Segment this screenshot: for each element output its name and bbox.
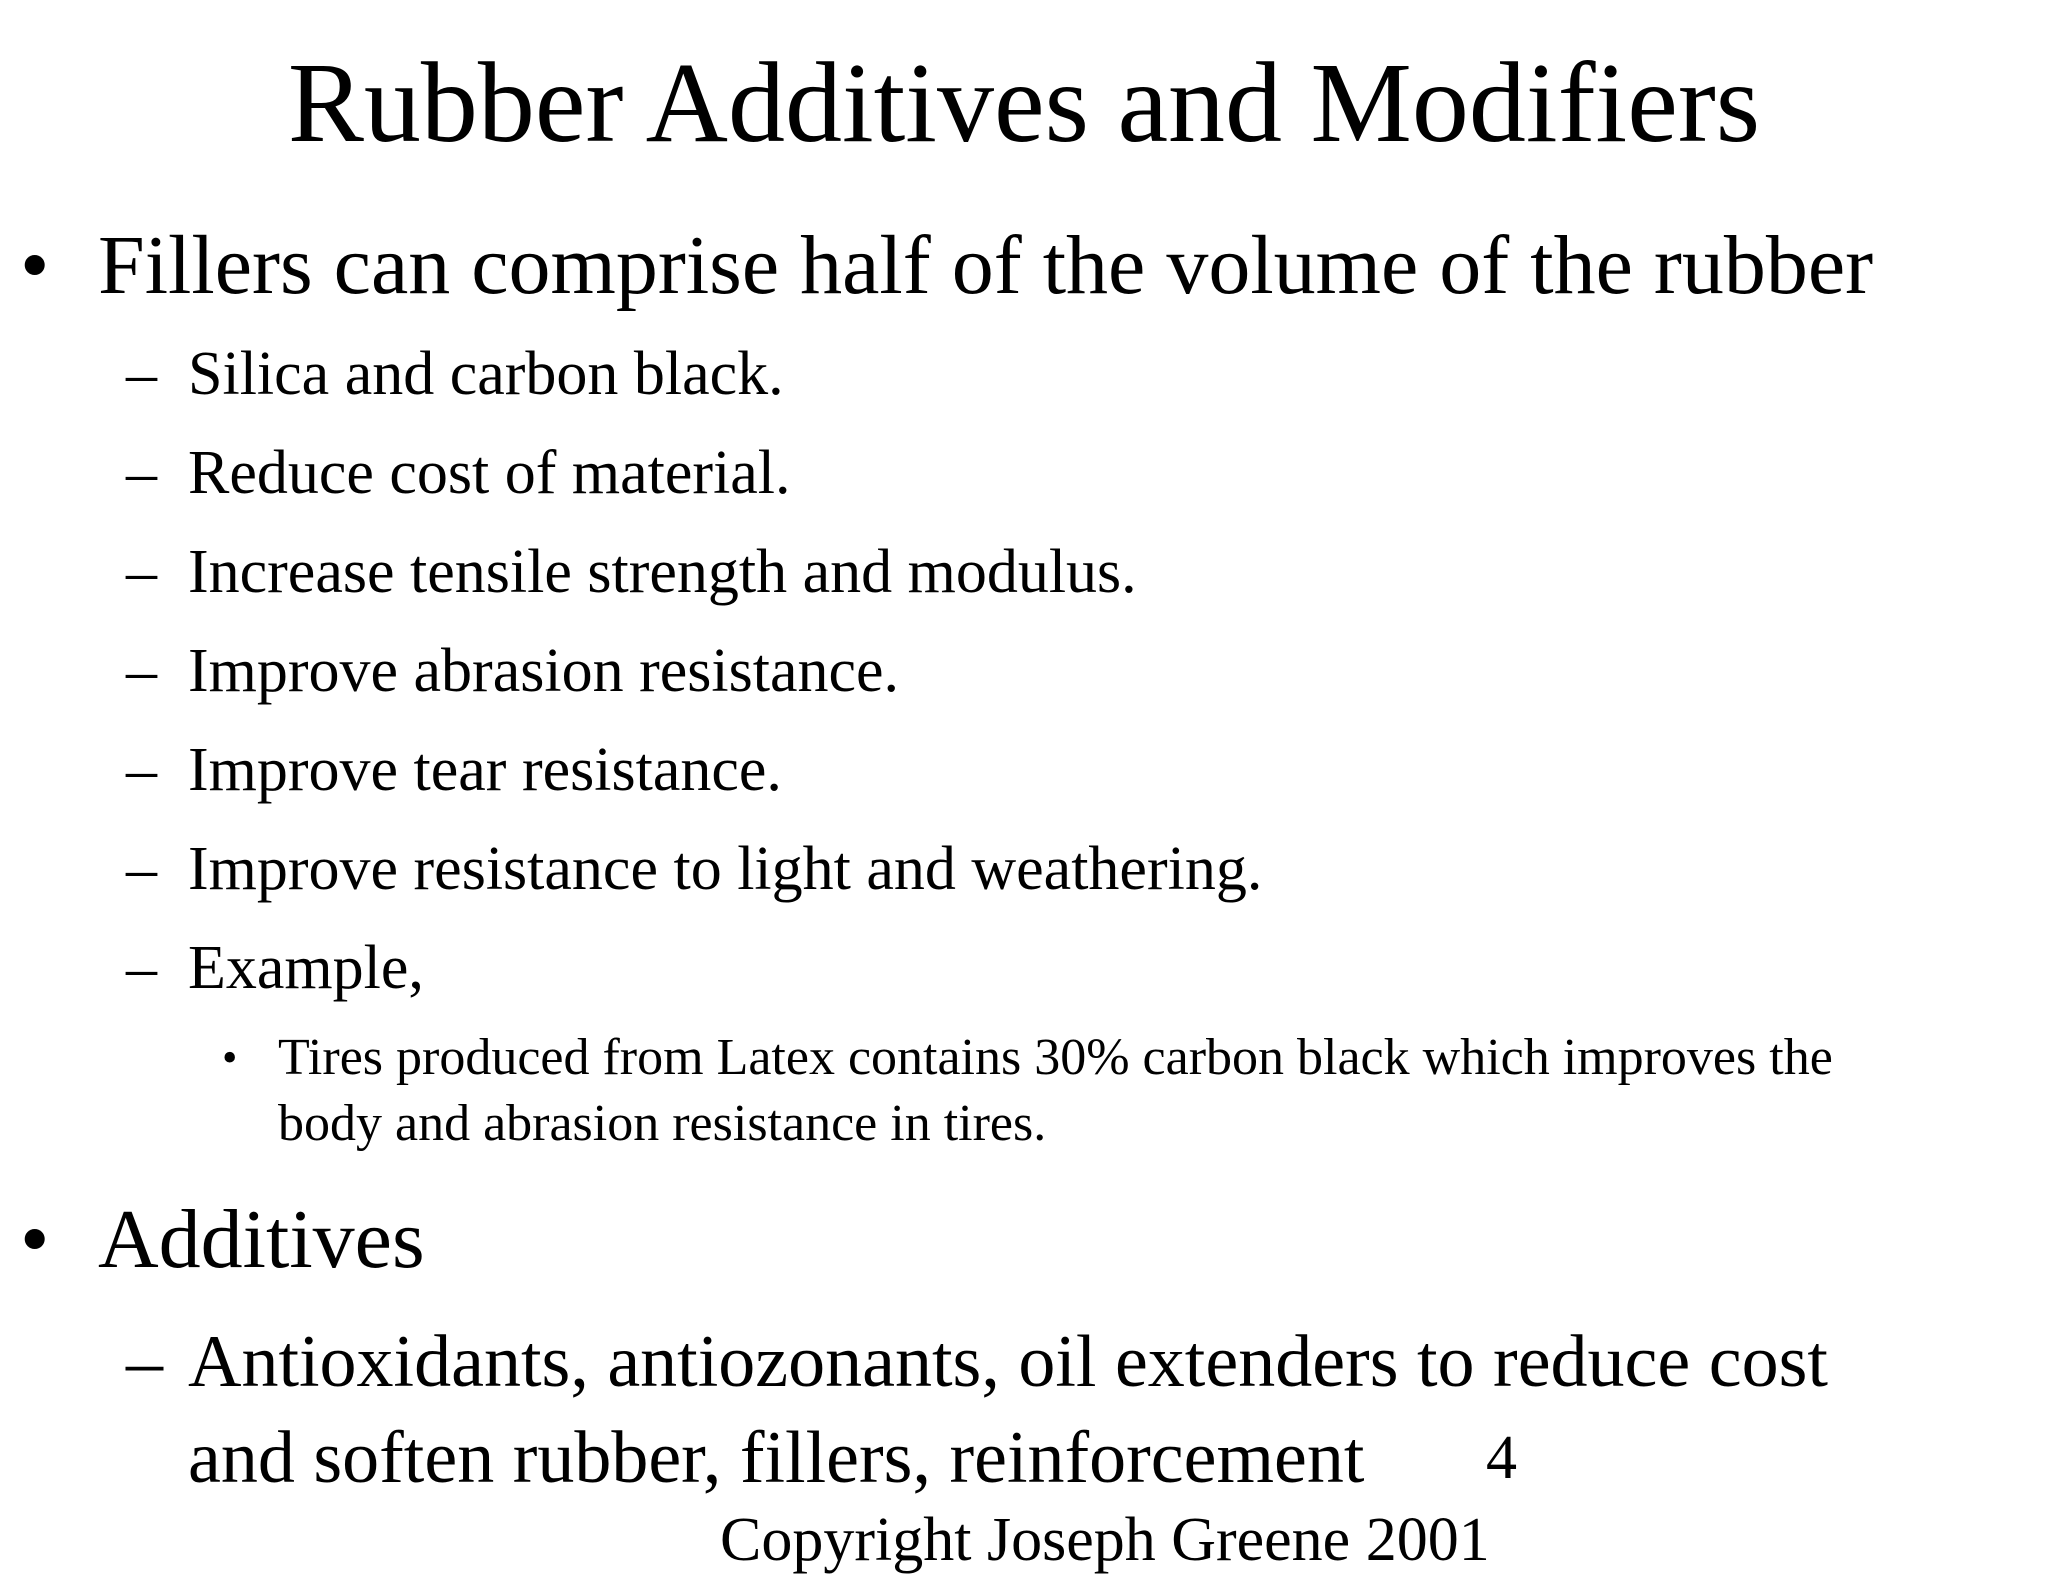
dash-marker: – (126, 934, 157, 1002)
dash-marker: – (126, 835, 157, 903)
sub-bullet-text: Improve tear resistance. (188, 736, 782, 804)
dash-marker: – (126, 439, 157, 507)
dash-marker: – (126, 538, 157, 606)
page-number: 4 (1486, 1424, 1517, 1492)
sub-bullet-text-line-1: Antioxidants, antiozonants, oil extenders to reduce cost (188, 1321, 1828, 1403)
dash-marker: – (126, 340, 157, 408)
sub-bullet-text-line-2: and soften rubber, fillers, reinforcement (188, 1417, 1365, 1499)
sub-sub-bullet-text-line-1: Tires produced from Latex contains 30% carbon black which improves the (278, 1029, 1833, 1086)
sub-bullet-text: Example, (188, 934, 424, 1002)
bullet-marker: • (222, 1033, 238, 1082)
dash-marker: – (126, 1321, 163, 1403)
bullet-text: Fillers can comprise half of the volume of the rubber (98, 219, 1874, 312)
copyright-footer: Copyright Joseph Greene 2001 (720, 1506, 1490, 1574)
bullet-marker: • (20, 1193, 50, 1286)
sub-sub-bullet-text-line-2: body and abrasion resistance in tires. (278, 1095, 1047, 1152)
sub-bullet-text: Improve resistance to light and weathering. (188, 835, 1263, 903)
slide-title: Rubber Additives and Modifiers (287, 39, 1761, 166)
sub-bullet-text: Silica and carbon black. (188, 340, 784, 408)
dash-marker: – (126, 637, 157, 705)
sub-bullet-text: Improve abrasion resistance. (188, 637, 900, 705)
sub-bullet-text: Reduce cost of material. (188, 439, 791, 507)
dash-marker: – (126, 736, 157, 804)
bullet-text: Additives (98, 1193, 425, 1286)
sub-bullet-text: Increase tensile strength and modulus. (188, 538, 1137, 606)
bullet-marker: • (20, 219, 50, 312)
